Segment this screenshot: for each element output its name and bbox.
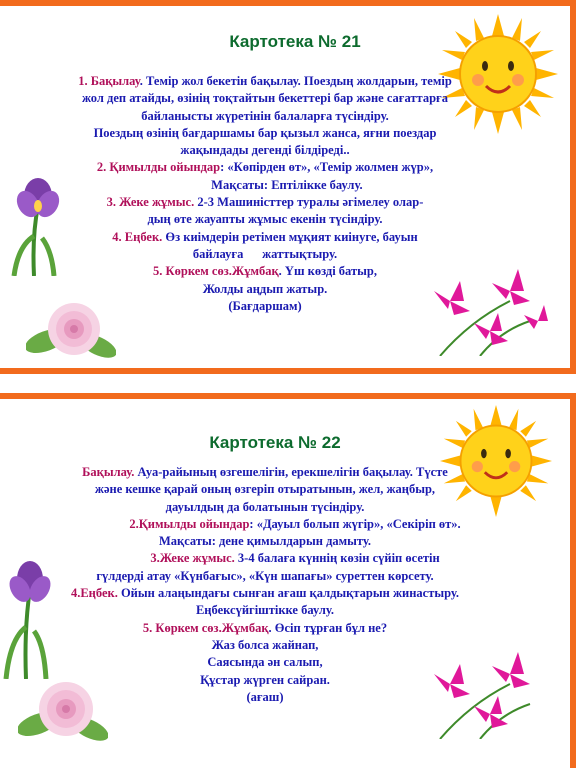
text-line: 3. Жеке жұмыс. 2-3 Машиністтер туралы әгімелеу олар- — [106, 195, 424, 210]
text-line: жақындады дегенді білдіреді.. — [180, 143, 350, 158]
text-line: Мақсаты: Ептілікке баулу. — [167, 177, 363, 192]
text-line: байланысты жүретінін балаларға түсіндіру. — [141, 108, 389, 123]
text-line: 5. Көркем сөз.Жұмбақ. Үш көзді батыр, — [153, 264, 377, 279]
text-line: Жаз болса жайнап, — [211, 637, 319, 652]
text-line: (Бағдаршам) — [228, 298, 302, 313]
text-line: Поездың өзінің бағдаршамы бар қызыл жанса, яғни поездар — [93, 125, 437, 140]
text-line: 2. Қимылды ойындар: «Көпірден өт», «Темір жолмен жүр», — [96, 160, 434, 175]
text-line: Саясында ән салып, — [207, 655, 323, 670]
text-line: гүлдерді атау «Күнбағыс», «Күн шапағы» суреттен көрсету. — [96, 568, 434, 583]
card-title: Картотека № 21 — [229, 32, 361, 51]
text-line: 2.Қимылды ойындар: «Дауыл болып жүгір», «Секіріп өт». — [129, 516, 461, 531]
text-line: дауылдың да болатынын түсіндіру. — [165, 499, 365, 514]
text-line: 1. Бақылау. Темір жол бекетін бақылау. Поездың жолдарын, темір — [78, 74, 452, 88]
text-line: Құстар жүрген сайран. — [200, 672, 330, 687]
card-title: Картотека № 22 — [209, 433, 341, 452]
text-line: жол деп атайды, өзінің тоқтайтын бекеттері бар және сағаттарға — [82, 91, 448, 106]
text-line: 3.Жеке жұмыс. 3-4 балаға күннің көзін сүйіп өсетін — [150, 551, 440, 566]
text-line: дың өте жауапты жұмыс екенін түсіндіру. — [147, 212, 383, 227]
text-line: Еңбексүйгіштікке баулу. — [195, 603, 335, 618]
text-line: Бақылау. Ауа-райының өзгешелігін, ерекшелігін бақылау. Түсте — [82, 465, 448, 479]
card-text — [10, 464, 520, 706]
text-line: 5. Көркем сөз.Жұмбақ. Өсіп тұрған бұл не? — [142, 620, 388, 635]
text-line: және кешке қарай оның өзгеріп отыратынын, жел, жаңбыр, — [94, 482, 436, 497]
text-line: 4. Еңбек. Өз киімдерін ретімен мұқият киінуге, бауын — [112, 229, 418, 244]
text-line: 4.Еңбек. Ойын алаңындағы сынған ағаш қалдықтарын жинастыру. — [70, 586, 460, 601]
card-22 — [0, 393, 576, 768]
card-text — [20, 73, 510, 315]
text-line: Мақсаты: дене қимылдарын дамыту. — [158, 534, 372, 549]
text-line: Жолды аңдып жатыр. — [202, 281, 328, 296]
text-line: байлауға жаттықтыру. — [192, 246, 338, 261]
text-line: (ағаш) — [246, 689, 284, 704]
card-21 — [0, 0, 576, 374]
